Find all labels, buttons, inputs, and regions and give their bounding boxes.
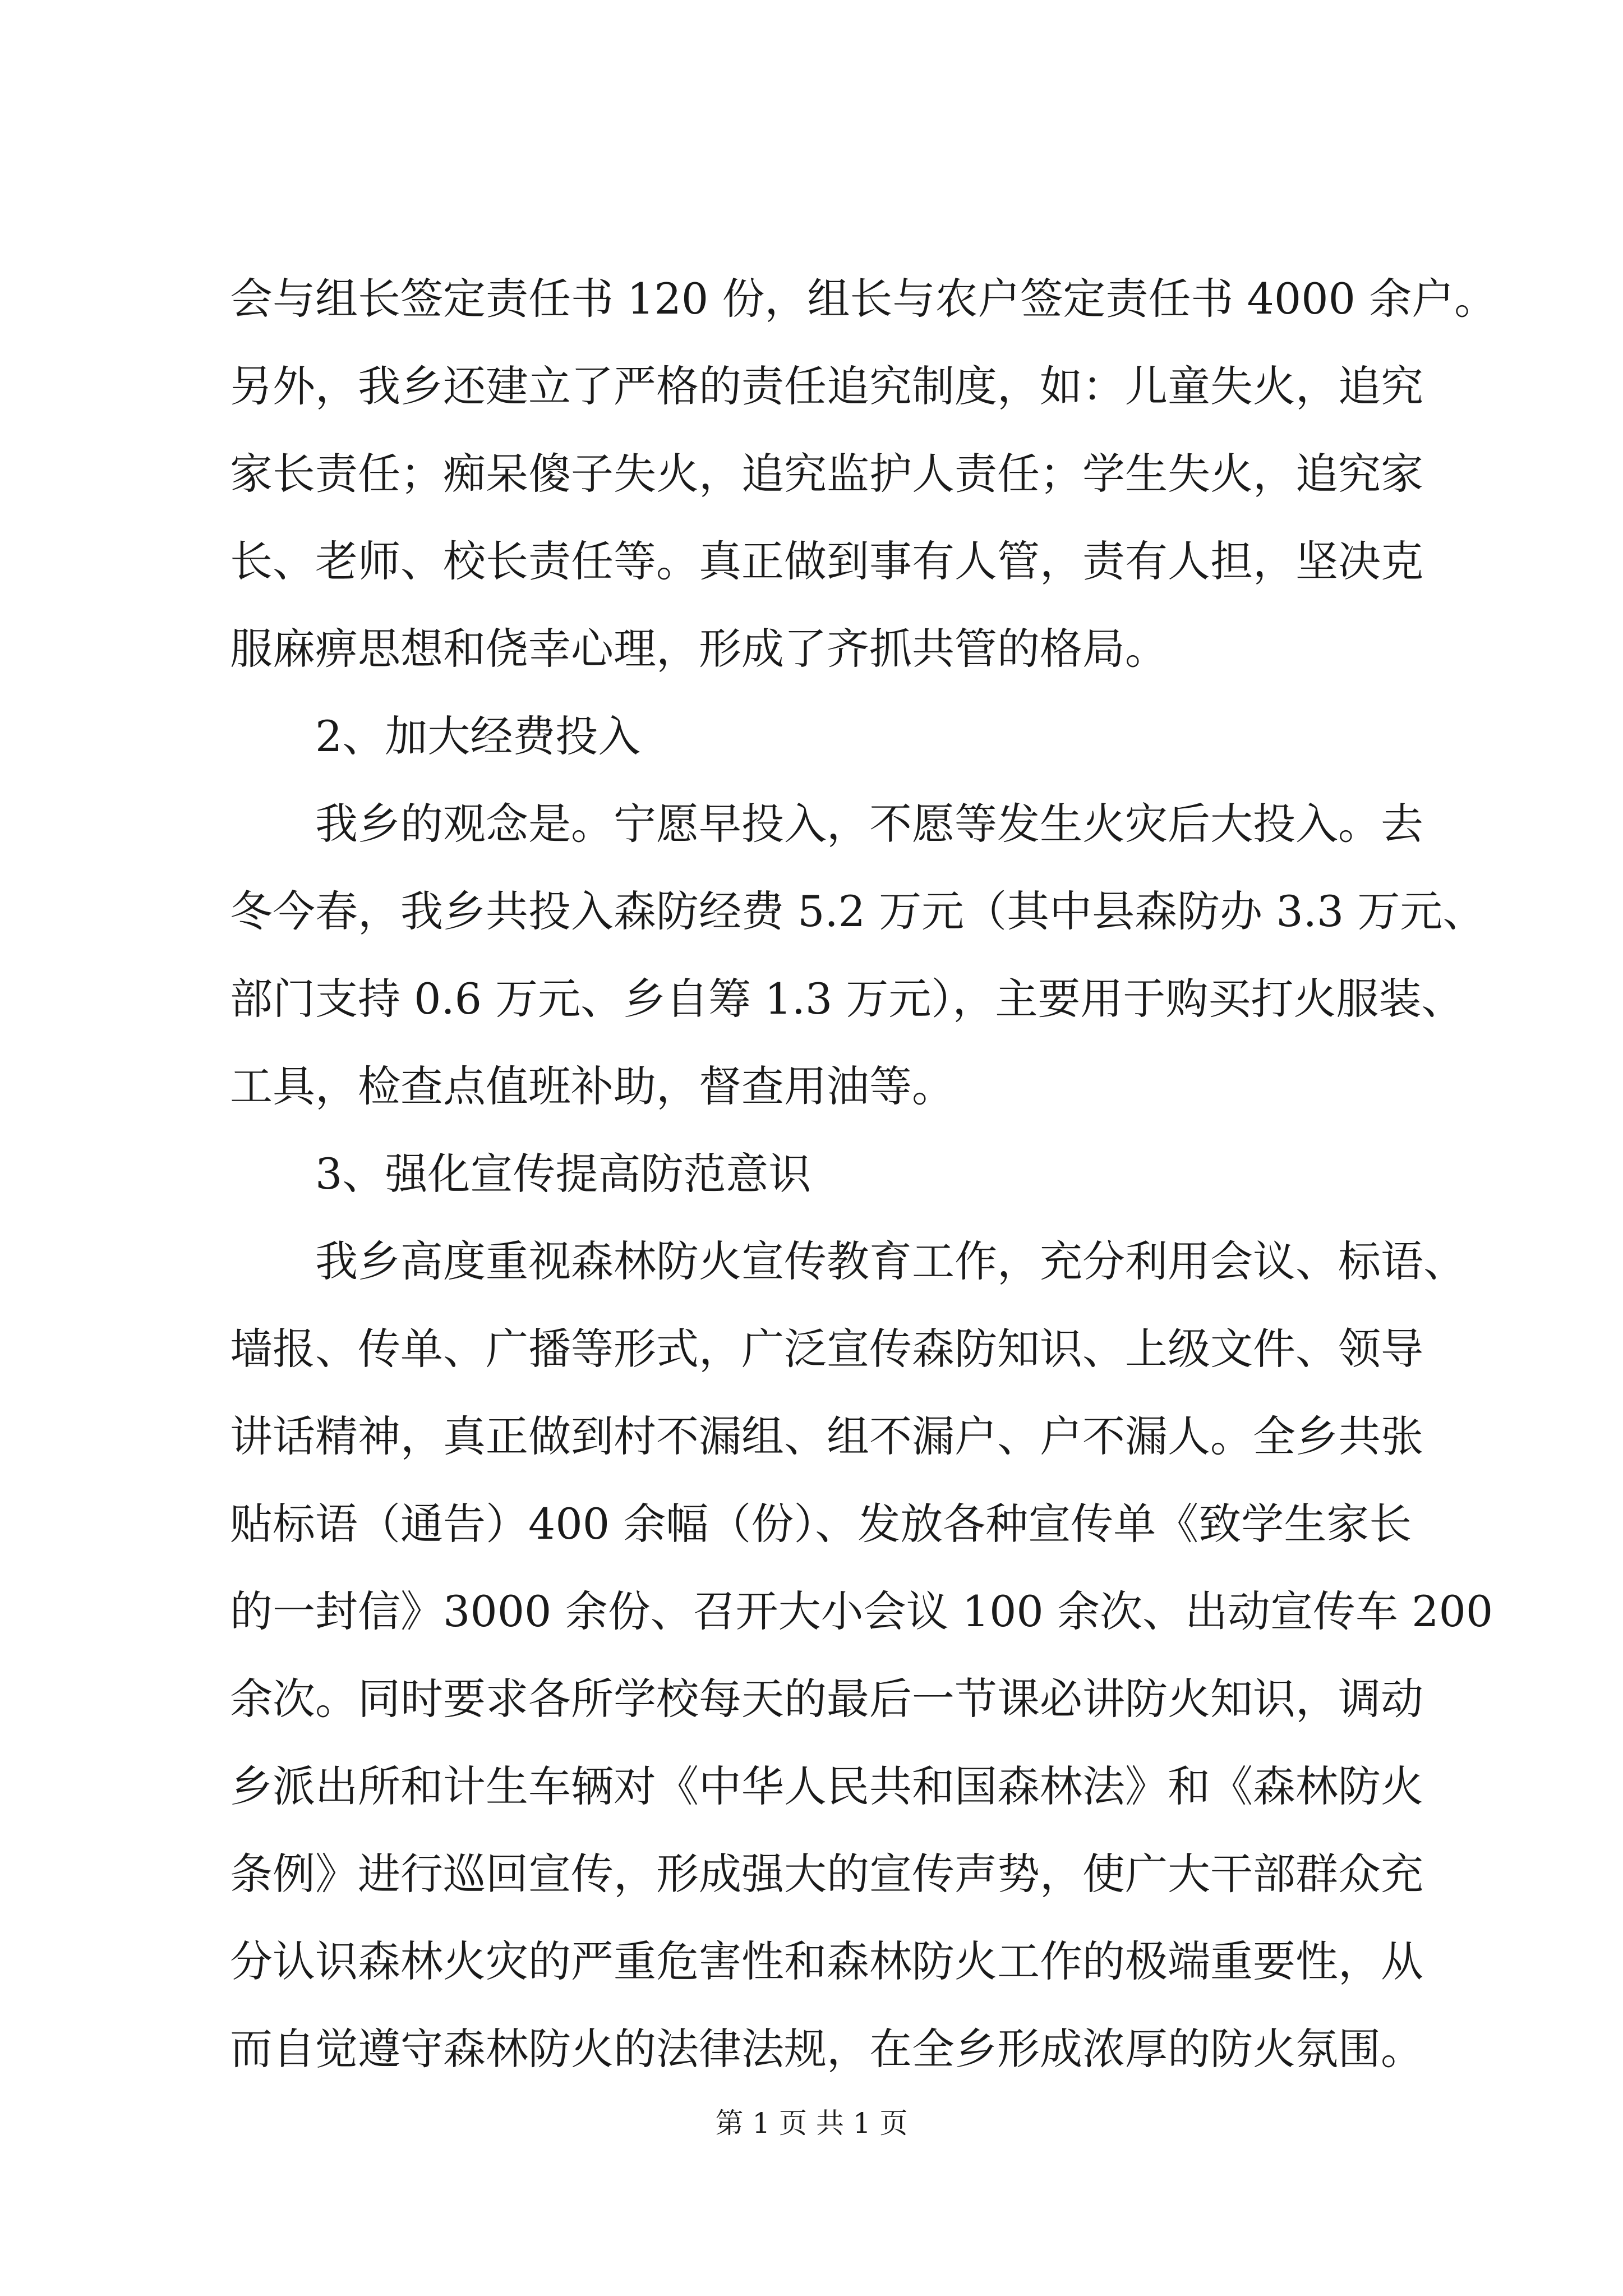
text-line: 另外，我乡还建立了严格的责任追究制度，如：儿童失火，追究	[230, 361, 1423, 411]
text-line: 墙报、传单、广播等形式，广泛宣传森防知识、上级文件、领导	[230, 1324, 1423, 1374]
text-line: 的一封信》3000 余份、召开大小会议 100 余次、出动宣传车 200	[230, 1586, 1493, 1636]
text-line: 部门支持 0.6 万元、乡自筹 1.3 万元），主要用于购买打火服装、	[230, 974, 1464, 1024]
text-line: 贴标语（通告）400 余幅（份）、发放各种宣传单《致学生家长	[230, 1499, 1412, 1549]
text-line: 分认识森林火灾的严重危害性和森林防火工作的极端重要性，从	[230, 1936, 1423, 1986]
text-line: 家长责任；痴呆傻子失火，追究监护人责任；学生失火，追究家	[230, 449, 1423, 499]
document-body	[230, 255, 1497, 2093]
page-footer: 第 1 页 共 1 页	[715, 2107, 908, 2139]
text-line: 余次。同时要求各所学校每天的最后一节课必讲防火知识，调动	[230, 1674, 1423, 1724]
text-line: 服麻痹思想和侥幸心理，形成了齐抓共管的格局。	[230, 624, 1168, 674]
text-line: 工具，检查点值班补助，督查用油等。	[230, 1061, 955, 1111]
text-line: 会与组长签定责任书 120 份，组长与农户签定责任书 4000 余户。	[230, 274, 1497, 324]
paragraph-start-line: 我乡高度重视森林防火宣传教育工作，充分利用会议、标语、	[315, 1236, 1466, 1286]
text-line: 乡派出所和计生车辆对《中华人民共和国森林法》和《森林防火	[230, 1761, 1423, 1811]
text-line: 长、老师、校长责任等。真正做到事有人管，责有人担，坚决克	[230, 536, 1423, 586]
section-heading: 2、加大经费投入	[315, 711, 641, 761]
text-line: 冬今春，我乡共投入森防经费 5.2 万元（其中县森防办 3.3 万元、	[230, 886, 1486, 936]
text-line: 讲话精神，真正做到村不漏组、组不漏户、户不漏人。全乡共张	[230, 1411, 1423, 1461]
text-line: 而自觉遵守森林防火的法律法规，在全乡形成浓厚的防火氛围。	[230, 2024, 1423, 2074]
paragraph-start-line: 我乡的观念是。宁愿早投入，不愿等发生火灾后大投入。去	[315, 799, 1423, 849]
text-line: 条例》进行巡回宣传，形成强大的宣传声势，使广大干部群众充	[230, 1849, 1423, 1899]
section-heading: 3、强化宣传提高防范意识	[315, 1149, 811, 1199]
